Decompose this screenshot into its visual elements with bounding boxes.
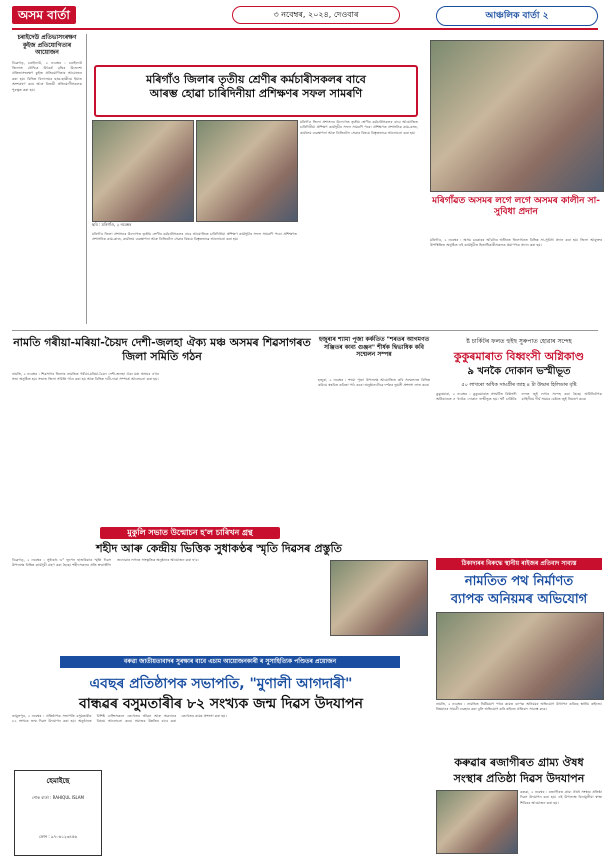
newspaper-logo: অসম বাৰ্তা <box>12 6 76 24</box>
top-story-headline-line2: আৰম্ভ হোৱা চাৰিদিনীয়া প্ৰশিক্ষণৰ সফল সামৰণি <box>149 86 363 100</box>
shaheed-body: ডিব্ৰুগড়, ২ নবেম্বৰ : সুধাকণ্ঠ ড° ভূপেন হাজৰিকাৰ স্মৃতি দিৱস উপলক্ষে বিভিন্ন কাৰ্যসূচী গ্ৰহণ কৰা হৈছে। শহীদসকলৰ প্ৰতি শ্ৰদ্ধাঞ্জলি জনোৱাৰ লগতে সাংস্কৃতিক অনুষ্ঠানৰ আয়োজন কৰা হ'ব। <box>12 558 199 568</box>
fire-tagline: ষ্ট চাৰ্কিটৰ ফলত হুইছ সুৰুপাত হোৱাৰ সন্দেহ <box>466 338 572 345</box>
obit-footer: ফোন : ৯৭০৬১২৩৪৫৬ <box>39 834 77 839</box>
fire-subhead2: ৫০ লাখৰো অধিক সামগ্ৰীৰ জাহ ৪ টা উদ্ধাৰ হিলিডাৰ বৃষ্টি <box>461 382 577 388</box>
top-story-body: মৰিগাঁও জিলা প্ৰশাসনৰ উদ্যোগত তৃতীয় শ্ৰেণীৰ কৰ্মচাৰীসকলৰ বাবে আয়োজিত চাৰিদিনীয়া প্ৰশিক্ষণ কাৰ্যসূচীৰ সফল সামৰণি পৰে। প্ৰশিক্ষণত প্ৰশাসনিক কাম-কাজ, কাৰ্যালয় ব্যৱস্থাপনা আৰু ডিজিটেল সেৱাৰ বিষয়ে বিস্তৃতভাৱে আলোচনা কৰা হয়। <box>300 120 418 135</box>
shyama-headline: হজুৰাৰ শ্যামা পূজা কৰ্কতিত "শৰতৰ আগমণত সঞ্জিতৰ কাব্য গুঞ্জন" শীৰ্ষক দ্বিভাষিক কবি সন্মেলন সম্পন্ন <box>318 336 430 358</box>
medicine-headline-line2: সংস্থাৰ প্ৰতিষ্ঠা দিৱস উদযাপন <box>453 772 585 785</box>
right-story-photo <box>430 40 604 192</box>
top-story-headline-box <box>94 65 418 117</box>
top-story-caption: ছবি : মৰিগাঁও, ২ নবেম্বৰ <box>92 222 132 227</box>
fire-body: কুকুৰমাৰা, ২ নবেম্বৰ : কুকুৰমাৰাত সংঘটিত বিধ্বংসী অগ্নিকাণ্ডত ন খনকৈ দোকান ভস্মীভূত হয়। শ্বৰ্ট চাৰ্কিটৰ ফলত জুই লগাৰ সন্দেহ কৰা হৈছে। অগ্নিনিৰ্বাপক বাহিনীয়ে দীৰ্ঘ সময়ৰ চেষ্টাত জুই নিয়ন্ত্ৰণ কৰে। <box>436 392 602 402</box>
shyama-body: হজুৰা, ২ নবেম্বৰ : শ্যামা পূজা উপলক্ষে আয়োজিত কবি সন্মেলনত বিভিন্ন কবিয়ে স্বৰচিত কবিতা পাঠ কৰে। অনুষ্ঠানটোৱে দৰ্শকৰ ভূয়সী প্ৰশংসা লাভ কৰে। <box>318 378 430 388</box>
column-divider <box>86 34 87 324</box>
section-title: আঞ্চলিক বাৰ্তা ২ <box>436 6 598 26</box>
medicine-headline-line1: কৰুৱাৰ ৰজাগীৰত গ্ৰাম্য ঔষধ <box>454 756 584 769</box>
shaheed-headline: শহীদ আৰু কেন্দ্ৰীয় ভিত্তিক সুধাকণ্ঠৰ স্মৃতি দিৱসৰ প্ৰস্তুতি <box>96 542 342 555</box>
namati-body: নামতি, ২ নবেম্বৰ : শিৱসাগৰ জিলাৰ নামতিত গৰীয়া-মৰিয়া-চৈয়দ দেশী-জলহা ঐক্য মঞ্চ অসমৰ এখন সভা অনুষ্ঠিত হয়। সভাত জিলা সমিতি গঠন কৰা হয় আৰু বিভিন্ন দাবী-দাৱা সম্পৰ্কে আলোচনা কৰা হয়। <box>12 372 159 382</box>
road-headline-line1: নামতিত পথ নিৰ্মাণত <box>464 574 574 589</box>
mukuli-banner: মুকুলি সভাত উন্মোচন হ'ল চাৰিখন গ্ৰন্থ <box>100 527 280 539</box>
medicine-body: কৰুৱা, ২ নবেম্বৰ : ৰজাগীৰত গ্ৰাম্য ঔষধ সংস্থাৰ প্ৰতিষ্ঠা দিৱস উদযাপন কৰা হয়। এই উপলক্ষে বিনামূলীয়া স্বাস্থ্য শিবিৰৰ আয়োজন কৰা হয়। <box>520 790 602 805</box>
road-banner: ঠিকাদাৰৰ বিৰুদ্ধে স্থানীয় ৰাইজৰ প্ৰতিবাদ সাব্যস্ত <box>436 558 602 570</box>
masthead <box>12 6 598 26</box>
top-story-photo-2 <box>196 120 298 222</box>
shaheed-photo <box>330 560 428 636</box>
obit-title: হেমাইছে <box>46 777 70 785</box>
top-story-body-cont: মৰিগাঁও জিলা প্ৰশাসনৰ উদ্যোগত তৃতীয় শ্ৰেণীৰ কৰ্মচাৰীসকলৰ বাবে আয়োজিত চাৰিদিনীয়া প্ৰশিক্ষণ কাৰ্যসূচীৰ সফল সামৰণি পৰে। প্ৰশিক্ষণত প্ৰশাসনিক কাম-কাজ, কাৰ্যালয় ব্যৱস্থাপনা আৰু ডিজিটেল সেৱাৰ বিষয়ে বিস্তৃতভাৱে আলোচনা কৰা হয়। <box>92 232 297 242</box>
road-headline-line2: ব্যাপক অনিয়মৰ অভিযোগ <box>450 592 588 607</box>
top-story-headline-line1: মৰিগাঁও জিলাৰ তৃতীয় শ্ৰেণীৰ কৰ্মচাৰীসকলৰ বাবে <box>146 73 366 86</box>
issue-date: ৩ নবেম্বৰ, ২০২৪, দেওবাৰ <box>232 6 400 24</box>
fire-subhead: ৯ খনকৈ দোকান ভস্মীভূত <box>467 366 571 377</box>
road-body: নামতি, ২ নবেম্বৰ : নামতিত নিৰ্মীয়মাণ পথৰ কামত ব্যাপক অনিয়মৰ অভিযোগ উত্থাপন কৰিছে স্থানীয় ৰাইজে। নিম্নমানৰ সামগ্ৰী ব্যৱহাৰ কৰা বুলি অভিযোগ কৰি ৰাইজে প্ৰতিবাদ সাব্যস্ত কৰে। <box>436 702 602 712</box>
road-photo <box>436 612 604 700</box>
left-column <box>12 34 82 324</box>
namati-headline: নামতি গৰীয়া-মৰিয়া-চৈয়দ দেশী-জলহা ঐক্য মঞ্চ অসমৰ শিৱসাগৰত জিলা সমিতি গঠন <box>13 336 311 363</box>
left-headline: চৰাইদেউ প্ৰতিভাসংৰক্ষণ কুইজ প্ৰতিযোগিতাৰ আয়োজন <box>17 34 77 56</box>
bottom-banner: বৰুৱা জাতীয়তাবাদৰ সুৰক্ষাৰ বাবে এচাম আয়োজনকাৰী ৰ সুসাহিত্যিক পণ্ডিতৰ প্ৰয়োজন <box>60 656 400 668</box>
masthead-divider <box>12 28 598 30</box>
obit-body: শোক বাৰ্তা : RAHIQUL ISLAM <box>31 795 84 800</box>
fire-headline: কুকুৰমাৰাত বিধ্বংসী অগ্নিকাণ্ড <box>453 350 585 363</box>
obit-box <box>14 770 102 856</box>
page-number: ২ <box>542 11 549 21</box>
main-body: তামুলপুৰ, ২ নবেম্বৰ : প্ৰতিষ্ঠাপক সভাপতি বসুমতাৰীৰ ৮২ সংখ্যক জন্ম দিৱস উদযাপন কৰা হয়। অনুষ্ঠানত বিশিষ্ট ব্যক্তিসকলে তেখেতৰ জীৱন আৰু অৱদানৰ বিষয়ে আলোচনা কৰে। সমাজৰ উন্নতিৰ বাবে কৰা তেখেতৰ কামৰ প্ৰশংসা কৰা হয়। <box>12 714 227 724</box>
right-story-headline: মৰিগাঁৱত অসমৰ লগে লগে অসমৰ কালীন সা-সুবিধা প্ৰদান <box>432 196 600 218</box>
right-story-body: মৰিগাঁও, ২ নবেম্বৰ : অসম চৰকাৰৰ আঁচনিৰ অধীনত জিলাখনত বিভিন্ন সা-সুবিধা প্ৰদান কৰা হয়। জিলা আয়ুক্তৰ উপস্থিতিত অনুষ্ঠিত এই কাৰ্যসূচীত হিতাধিকাৰীসকলক প্ৰমাণপত্ৰ প্ৰদান কৰা হয়। <box>430 238 602 248</box>
row-divider <box>12 330 598 331</box>
main-headline-line2: বান্ধৱৰ বসুমতাৰীৰ ৮২ সংখ্যক জন্ম দিৱস উদযাপন <box>78 696 364 712</box>
left-body: ডিব্ৰুগড়, চৰাইদেউ, ২ নবেম্বৰ : চৰাইদেউ জিলাত বৌদ্ধিক উৎকৰ্ষ বৃদ্ধিৰ উদ্দেশ্যে প্ৰতিভাসংৰক্ষণ কুইজ প্ৰতিযোগিতাৰ আয়োজন কৰা হয়। বিভিন্ন বিদ্যালয়ৰ ছাত্ৰ-ছাত্ৰীয়ে ইয়াত অংশগ্ৰহণ কৰে আৰু বিজয়ী প্ৰতিযোগীসকলক পুৰস্কৃত কৰা হয়। <box>12 60 82 92</box>
top-story-photo <box>92 120 194 222</box>
main-headline-line1: এবছৰ প্ৰতিষ্ঠাপক সভাপতি, "মুণালী আগদাৰী" <box>89 676 353 692</box>
medicine-photo <box>436 790 518 854</box>
